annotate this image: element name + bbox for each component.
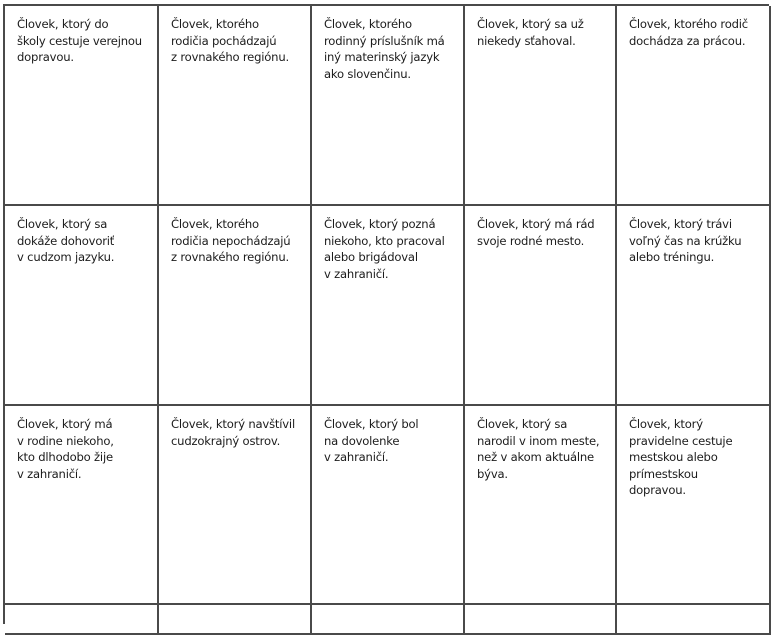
grid-cell: Človek, ktorý sa narodil v inom meste, než v akom aktuálne býva. [465, 406, 617, 605]
grid-cell-empty [617, 605, 771, 635]
grid-cell: Človek, ktorý sa dokáže dohovoriť v cudzom jazyku. [5, 206, 159, 406]
grid-cell-empty [312, 605, 465, 635]
grid-cell: Človek, ktorý má v rodine niekoho, kto dlhodobo žije v zahraničí. [5, 406, 159, 605]
grid-cell: Človek, ktorého rodičia pochádzajú z rovnakého regiónu. [159, 6, 312, 206]
grid-cell-empty [5, 605, 159, 635]
bingo-grid [3, 4, 769, 624]
grid-cell-empty [159, 605, 312, 635]
grid-cell: Človek, ktorý bol na dovolenke v zahraničí. [312, 406, 465, 605]
grid-cell: Človek, ktorého rodinný príslušník má iný materinský jazyk ako slovenčinu. [312, 6, 465, 206]
grid-cell: Človek, ktorý navštívil cudzokrajný ostrov. [159, 406, 312, 605]
grid-cell: Človek, ktorého rodičia nepochádzajú z rovnakého regiónu. [159, 206, 312, 406]
grid-cell: Človek, ktorý do školy cestuje verejnou dopravou. [5, 6, 159, 206]
grid-cell: Človek, ktorý sa už niekedy sťahoval. [465, 6, 617, 206]
grid-cell: Človek, ktorý pozná niekoho, kto pracoval alebo brigádoval v zahraničí. [312, 206, 465, 406]
grid-cell-empty [465, 605, 617, 635]
grid-cell: Človek, ktorý trávi voľný čas na krúžku alebo tréningu. [617, 206, 771, 406]
grid-cell: Človek, ktorý pravidelne cestuje mestskou alebo prímestskou dopravou. [617, 406, 771, 605]
grid-cell: Človek, ktorého rodič dochádza za prácou. [617, 6, 771, 206]
grid-cell: Človek, ktorý má rád svoje rodné mesto. [465, 206, 617, 406]
